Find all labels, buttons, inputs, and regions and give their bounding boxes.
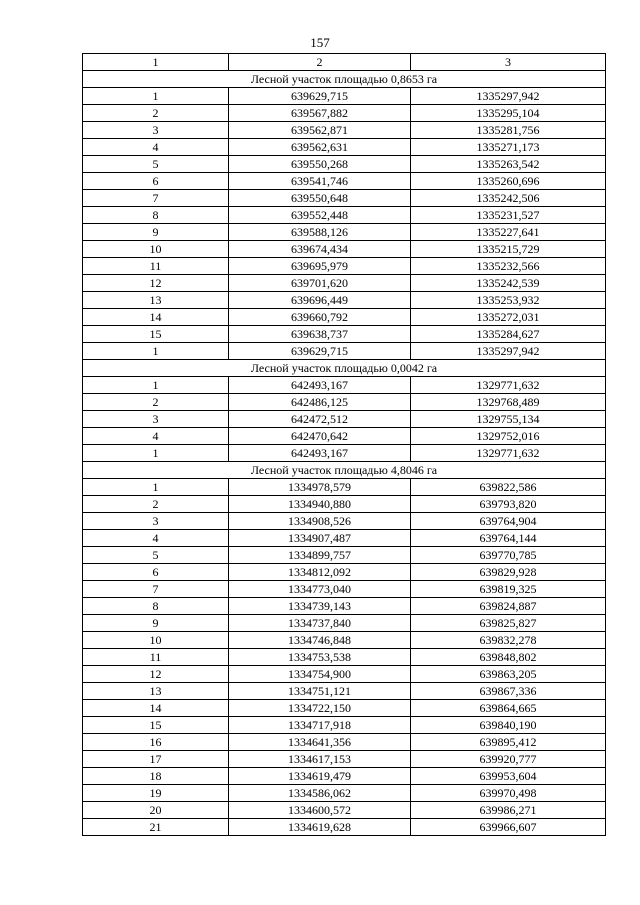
section-title: Лесной участок площадью 0,8653 га (83, 71, 606, 88)
x-coordinate-cell: 639629,715 (229, 343, 411, 360)
point-number-cell: 19 (83, 785, 229, 802)
table-row (83, 734, 606, 751)
point-number-cell: 3 (83, 122, 229, 139)
x-coordinate-cell: 1334812,092 (229, 564, 411, 581)
x-coordinate-cell: 1334617,153 (229, 751, 411, 768)
x-coordinate-cell: 639695,979 (229, 258, 411, 275)
x-coordinate-cell: 1334940,880 (229, 496, 411, 513)
section-title-row (83, 360, 606, 377)
table-row (83, 632, 606, 649)
x-coordinate-cell: 639660,792 (229, 309, 411, 326)
table-row (83, 343, 606, 360)
x-coordinate-cell: 1334753,538 (229, 649, 411, 666)
y-coordinate-cell: 639920,777 (411, 751, 606, 768)
table-row (83, 377, 606, 394)
x-coordinate-cell: 1334641,356 (229, 734, 411, 751)
y-coordinate-cell: 639819,325 (411, 581, 606, 598)
point-number-cell: 10 (83, 632, 229, 649)
y-coordinate-cell: 639793,820 (411, 496, 606, 513)
y-coordinate-cell: 1329752,016 (411, 428, 606, 445)
x-coordinate-cell: 639638,737 (229, 326, 411, 343)
table-row (83, 275, 606, 292)
point-number-cell: 13 (83, 683, 229, 700)
table-row (83, 598, 606, 615)
table-row (83, 207, 606, 224)
point-number-cell: 17 (83, 751, 229, 768)
point-number-cell: 12 (83, 666, 229, 683)
y-coordinate-cell: 1335253,932 (411, 292, 606, 309)
x-coordinate-cell: 639567,882 (229, 105, 411, 122)
header-cell-point: 1 (83, 54, 229, 71)
y-coordinate-cell: 1335297,942 (411, 88, 606, 105)
x-coordinate-cell: 1334619,479 (229, 768, 411, 785)
table-row (83, 292, 606, 309)
point-number-cell: 4 (83, 139, 229, 156)
y-coordinate-cell: 1335227,641 (411, 224, 606, 241)
x-coordinate-cell: 639701,620 (229, 275, 411, 292)
x-coordinate-cell: 1334586,062 (229, 785, 411, 802)
point-number-cell: 14 (83, 309, 229, 326)
table-row (83, 156, 606, 173)
section-title-row (83, 71, 606, 88)
section-title: Лесной участок площадью 0,0042 га (83, 360, 606, 377)
table-row (83, 802, 606, 819)
y-coordinate-cell: 639970,498 (411, 785, 606, 802)
x-coordinate-cell: 639674,434 (229, 241, 411, 258)
y-coordinate-cell: 639848,802 (411, 649, 606, 666)
y-coordinate-cell: 1335272,031 (411, 309, 606, 326)
point-number-cell: 2 (83, 105, 229, 122)
x-coordinate-cell: 1334717,918 (229, 717, 411, 734)
table-row (83, 139, 606, 156)
header-cell-y: 3 (411, 54, 606, 71)
x-coordinate-cell: 639552,448 (229, 207, 411, 224)
point-number-cell: 13 (83, 292, 229, 309)
x-coordinate-cell: 639588,126 (229, 224, 411, 241)
x-coordinate-cell: 642470,642 (229, 428, 411, 445)
table-row (83, 88, 606, 105)
y-coordinate-cell: 639966,607 (411, 819, 606, 836)
y-coordinate-cell: 1335295,104 (411, 105, 606, 122)
x-coordinate-cell: 1334751,121 (229, 683, 411, 700)
point-number-cell: 20 (83, 802, 229, 819)
table-row (83, 666, 606, 683)
header-cell-x: 2 (229, 54, 411, 71)
table-row (83, 496, 606, 513)
x-coordinate-cell: 639696,449 (229, 292, 411, 309)
y-coordinate-cell: 639825,827 (411, 615, 606, 632)
table-row (83, 513, 606, 530)
y-coordinate-cell: 1329755,134 (411, 411, 606, 428)
table-row (83, 683, 606, 700)
point-number-cell: 1 (83, 479, 229, 496)
y-coordinate-cell: 1335263,542 (411, 156, 606, 173)
y-coordinate-cell: 639864,665 (411, 700, 606, 717)
table-row (83, 700, 606, 717)
y-coordinate-cell: 639764,904 (411, 513, 606, 530)
x-coordinate-cell: 639550,648 (229, 190, 411, 207)
y-coordinate-cell: 639986,271 (411, 802, 606, 819)
table-row (83, 241, 606, 258)
point-number-cell: 1 (83, 343, 229, 360)
x-coordinate-cell: 1334899,757 (229, 547, 411, 564)
point-number-cell: 10 (83, 241, 229, 258)
point-number-cell: 1 (83, 377, 229, 394)
point-number-cell: 8 (83, 598, 229, 615)
point-number-cell: 15 (83, 326, 229, 343)
y-coordinate-cell: 639770,785 (411, 547, 606, 564)
y-coordinate-cell: 1335215,729 (411, 241, 606, 258)
x-coordinate-cell: 642486,125 (229, 394, 411, 411)
section-title: Лесной участок площадью 4,8046 га (83, 462, 606, 479)
table-row (83, 751, 606, 768)
x-coordinate-cell: 1334773,040 (229, 581, 411, 598)
table-row (83, 530, 606, 547)
point-number-cell: 9 (83, 615, 229, 632)
point-number-cell: 7 (83, 581, 229, 598)
point-number-cell: 6 (83, 564, 229, 581)
table-row (83, 190, 606, 207)
point-number-cell: 15 (83, 717, 229, 734)
table-row (83, 819, 606, 836)
x-coordinate-cell: 1334619,628 (229, 819, 411, 836)
table-row (83, 547, 606, 564)
y-coordinate-cell: 1335242,539 (411, 275, 606, 292)
point-number-cell: 9 (83, 224, 229, 241)
x-coordinate-cell: 1334739,143 (229, 598, 411, 615)
y-coordinate-cell: 639764,144 (411, 530, 606, 547)
point-number-cell: 16 (83, 734, 229, 751)
y-coordinate-cell: 639824,887 (411, 598, 606, 615)
point-number-cell: 1 (83, 445, 229, 462)
table-row (83, 649, 606, 666)
table-row (83, 428, 606, 445)
x-coordinate-cell: 642493,167 (229, 377, 411, 394)
section-title-row (83, 462, 606, 479)
y-coordinate-cell: 639840,190 (411, 717, 606, 734)
y-coordinate-cell: 639953,604 (411, 768, 606, 785)
point-number-cell: 11 (83, 649, 229, 666)
y-coordinate-cell: 1335297,942 (411, 343, 606, 360)
x-coordinate-cell: 642493,167 (229, 445, 411, 462)
coordinates-table (82, 53, 606, 836)
table-row (83, 224, 606, 241)
coordinates-table-body (83, 54, 606, 836)
table-row (83, 479, 606, 496)
y-coordinate-cell: 639895,412 (411, 734, 606, 751)
table-row (83, 564, 606, 581)
y-coordinate-cell: 1329771,632 (411, 445, 606, 462)
table-row (83, 173, 606, 190)
table-row (83, 581, 606, 598)
point-number-cell: 1 (83, 88, 229, 105)
y-coordinate-cell: 1335242,506 (411, 190, 606, 207)
y-coordinate-cell: 1329768,489 (411, 394, 606, 411)
point-number-cell: 2 (83, 496, 229, 513)
y-coordinate-cell: 1335284,627 (411, 326, 606, 343)
table-row (83, 717, 606, 734)
point-number-cell: 4 (83, 428, 229, 445)
x-coordinate-cell: 1334600,572 (229, 802, 411, 819)
x-coordinate-cell: 639541,746 (229, 173, 411, 190)
point-number-cell: 4 (83, 530, 229, 547)
x-coordinate-cell: 1334722,150 (229, 700, 411, 717)
table-row (83, 258, 606, 275)
y-coordinate-cell: 639867,336 (411, 683, 606, 700)
y-coordinate-cell: 639822,586 (411, 479, 606, 496)
y-coordinate-cell: 1335271,173 (411, 139, 606, 156)
x-coordinate-cell: 1334754,900 (229, 666, 411, 683)
table-row (83, 785, 606, 802)
x-coordinate-cell: 642472,512 (229, 411, 411, 428)
point-number-cell: 14 (83, 700, 229, 717)
table-row (83, 122, 606, 139)
table-row (83, 105, 606, 122)
x-coordinate-cell: 639550,268 (229, 156, 411, 173)
x-coordinate-cell: 1334746,848 (229, 632, 411, 649)
point-number-cell: 3 (83, 411, 229, 428)
y-coordinate-cell: 1329771,632 (411, 377, 606, 394)
point-number-cell: 5 (83, 156, 229, 173)
y-coordinate-cell: 1335232,566 (411, 258, 606, 275)
point-number-cell: 8 (83, 207, 229, 224)
table-row (83, 411, 606, 428)
y-coordinate-cell: 639829,928 (411, 564, 606, 581)
x-coordinate-cell: 639629,715 (229, 88, 411, 105)
point-number-cell: 5 (83, 547, 229, 564)
table-row (83, 445, 606, 462)
point-number-cell: 21 (83, 819, 229, 836)
x-coordinate-cell: 1334908,526 (229, 513, 411, 530)
point-number-cell: 2 (83, 394, 229, 411)
x-coordinate-cell: 1334907,487 (229, 530, 411, 547)
point-number-cell: 12 (83, 275, 229, 292)
y-coordinate-cell: 1335260,696 (411, 173, 606, 190)
point-number-cell: 6 (83, 173, 229, 190)
point-number-cell: 18 (83, 768, 229, 785)
header-row (83, 54, 606, 71)
table-row (83, 394, 606, 411)
point-number-cell: 3 (83, 513, 229, 530)
table-row (83, 326, 606, 343)
y-coordinate-cell: 1335231,527 (411, 207, 606, 224)
point-number-cell: 7 (83, 190, 229, 207)
y-coordinate-cell: 639832,278 (411, 632, 606, 649)
table-row (83, 309, 606, 326)
x-coordinate-cell: 639562,871 (229, 122, 411, 139)
table-row (83, 768, 606, 785)
x-coordinate-cell: 1334978,579 (229, 479, 411, 496)
y-coordinate-cell: 1335281,756 (411, 122, 606, 139)
table-row (83, 615, 606, 632)
x-coordinate-cell: 639562,631 (229, 139, 411, 156)
page-number: 157 (310, 35, 330, 50)
point-number-cell: 11 (83, 258, 229, 275)
y-coordinate-cell: 639863,205 (411, 666, 606, 683)
x-coordinate-cell: 1334737,840 (229, 615, 411, 632)
